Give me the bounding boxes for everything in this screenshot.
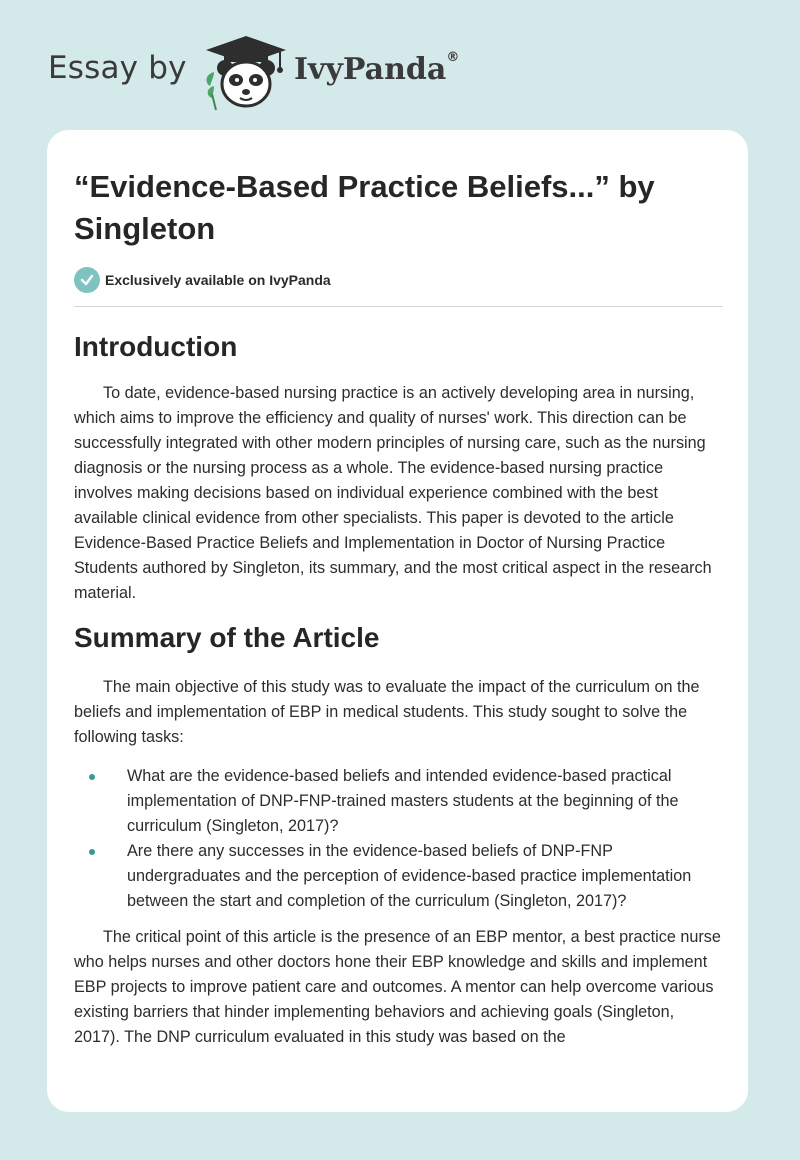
section-heading-introduction: Introduction <box>74 331 238 362</box>
essay-by-label: Essay by <box>48 50 187 86</box>
check-icon <box>74 267 100 293</box>
essay-content <box>74 166 723 1050</box>
site-header <box>48 30 548 110</box>
bullet-dot-icon <box>89 849 95 855</box>
essay-title: “Evidence-Based Practice Beliefs...” by Singleton <box>74 169 655 246</box>
introduction-paragraph: To date, evidence-based nursing practice is an actively developing area in nursing, which aims to improve the efficiency and quality of nurses' work. This direction can be successfully integrated with other modern principles of nursing care, such as the nursing diagnosis or the nursing process as a whole. The evidence-based nursing practice involves making decisions based on individual experience combined with the best available clinical evidence from other specialists. This paper is devoted to the article Evidence-Based Practice Beliefs and Implementation in Doctor of Nursing Practice Students authored by Singleton, its summary, and the most critical aspect in the research material. <box>74 384 712 602</box>
summary-paragraph-continued: The critical point of this article is the presence of an EBP mentor, a best practice nurse who helps nurses and other doctors hone their EBP knowledge and skills and implement EBP projects to improve patient care and outcomes. A mentor can help overcome various existing barriers that hinder implementing behaviors and achieving goals (Singleton, 2017). The DNP curriculum evaluated in this study was based on the <box>74 928 721 1046</box>
essay-card <box>47 130 748 1112</box>
task-list <box>74 764 723 914</box>
section-heading-summary: Summary of the Article <box>74 622 380 653</box>
bullet-dot-icon <box>89 774 95 780</box>
brand-name[interactable]: IvyPanda® <box>294 50 460 87</box>
list-item <box>74 764 723 839</box>
ivy-leaf-icon <box>207 72 216 110</box>
list-item-text: Are there any successes in the evidence-based beliefs of DNP-FNP undergraduates and the perception of evidence-based practice implementation between the start and completion of the curriculum (Singleton, 2017)? <box>127 842 692 910</box>
exclusive-badge <box>74 267 723 293</box>
ivypanda-logo-icon[interactable] <box>200 34 292 112</box>
summary-paragraph: The main objective of this study was to evaluate the impact of the curriculum on the beliefs and implementation of EBP in medical students. This study sought to solve the following tasks: <box>74 678 700 746</box>
list-item <box>74 839 723 914</box>
list-item-text: What are the evidence-based beliefs and intended evidence-based practical implementation of DNP-FNP-trained masters students at the beginning of the curriculum (Singleton, 2017)? <box>127 767 679 835</box>
exclusive-badge-label: Exclusively available on IvyPanda <box>105 272 331 288</box>
divider <box>74 306 723 307</box>
